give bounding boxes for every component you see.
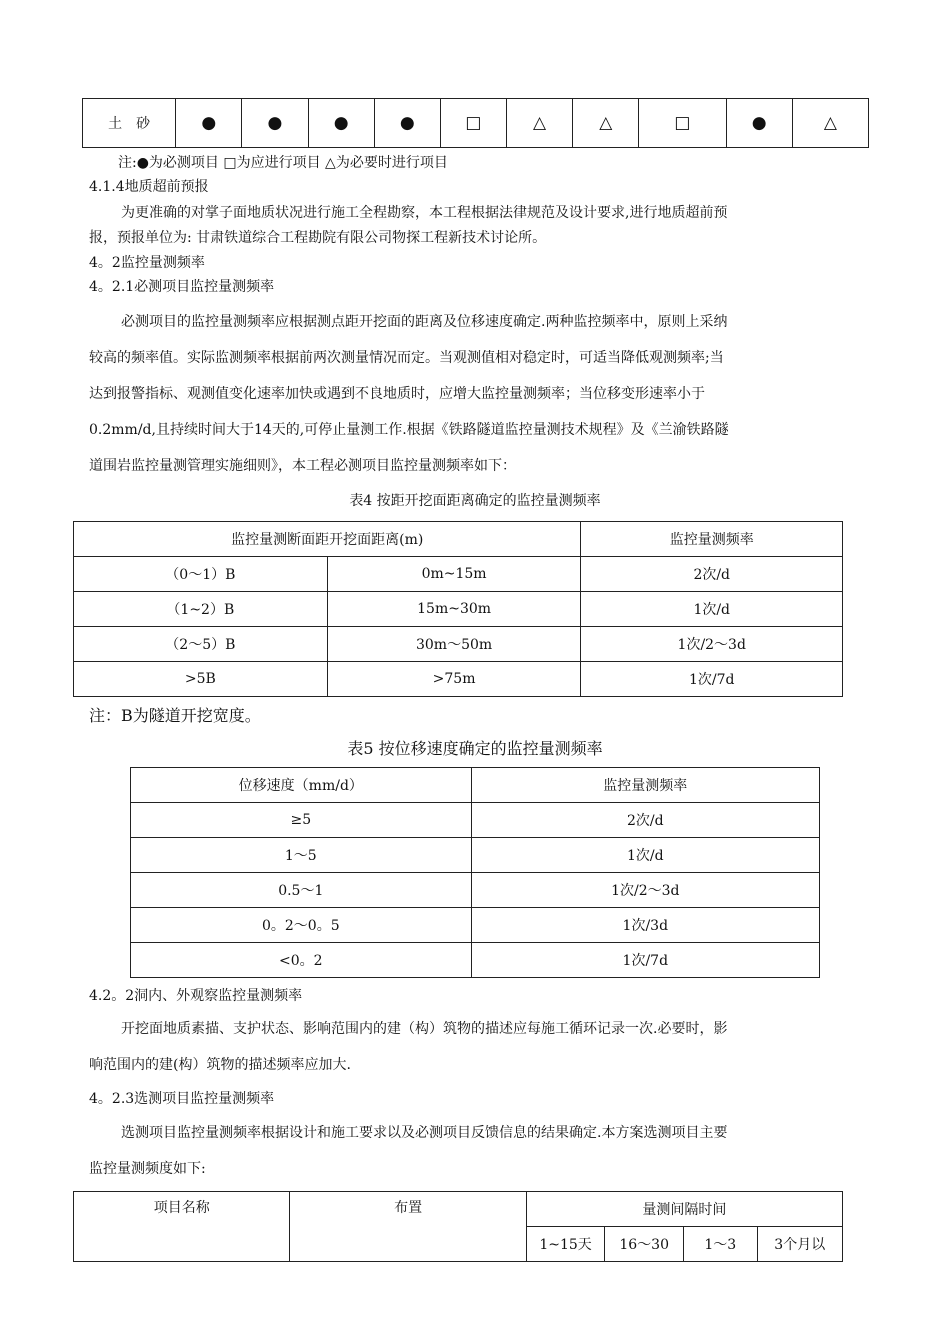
table-header: 监控量测断面距开挖面距离(m) [74, 522, 581, 557]
table-row [131, 908, 820, 943]
table-row [74, 627, 843, 662]
table4-caption: 表4 按距开挖面距离确定的监控量测频率 [349, 493, 601, 509]
table-cell: 1次/2～3d [581, 627, 843, 662]
table-cell-symbol: ● [176, 99, 242, 148]
table-cell-symbol: ● [308, 99, 374, 148]
table-header: 监控量测频率 [471, 768, 819, 803]
table-row [74, 662, 843, 697]
top-table [82, 98, 869, 148]
paragraph-line: 达到报警指标、观测值变化速率加快或遇到不良地质时，应增大监控量测频率；当位移变形速率小于 [89, 386, 705, 402]
table-header: 量测间隔时间 [526, 1192, 842, 1227]
paragraph-line: 监控量测频度如下: [89, 1161, 206, 1177]
table-cell: 1次/d [581, 592, 843, 627]
table-subheader: 1~15天 [526, 1227, 605, 1262]
table-cell: 2次/d [581, 557, 843, 592]
table-cell: 1次/7d [581, 662, 843, 697]
table-row [74, 557, 843, 592]
section-heading-4-2-1: 4。2.1必测项目监控量测频率 [89, 279, 275, 295]
table6 [73, 1191, 843, 1262]
section-heading-4-2-3: 4。2.3选测项目监控量测频率 [89, 1091, 275, 1107]
table-cell-symbol: △ [507, 99, 573, 148]
paragraph-line: 报，预报单位为: 甘肃铁道综合工程勘院有限公司物探工程新技术讨论所。 [89, 230, 547, 246]
table-cell: 1次/2～3d [471, 873, 819, 908]
table-row [74, 592, 843, 627]
table-row [131, 803, 820, 838]
table-cell: 0.5～1 [131, 873, 472, 908]
table-cell: >75m [327, 662, 581, 697]
table-header: 布置 [290, 1192, 526, 1262]
table-cell: 2次/d [471, 803, 819, 838]
table-cell-symbol: △ [792, 99, 868, 148]
table4 [73, 521, 843, 697]
table-cell: 1次/3d [471, 908, 819, 943]
table-cell-symbol: □ [440, 99, 506, 148]
table-row [131, 838, 820, 873]
table-cell-label: 土 砂 [83, 99, 176, 148]
table-cell: >5B [74, 662, 328, 697]
paragraph-line: 开挖面地质素描、支护状态、影响范围内的建（构）筑物的描述应每施工循环记录一次.必要时，影 [121, 1021, 728, 1037]
table-cell: 30m～50m [327, 627, 581, 662]
table-cell: 1～5 [131, 838, 472, 873]
table-cell: 0。2～0。5 [131, 908, 472, 943]
table-subheader: 16～30 [605, 1227, 684, 1262]
table5 [130, 767, 820, 978]
paragraph-line: 道围岩监控量测管理实施细则》，本工程必测项目监控量测频率如下： [89, 458, 516, 474]
paragraph-line: 0.2mm/d,且持续时间大于14天的,可停止量测工作.根据《铁路隧道监控量测技术规程》及《兰渝铁路隧 [89, 422, 729, 438]
table-cell: （0～1）B [74, 557, 328, 592]
section-heading-4-1-4: 4.1.4地质超前预报 [89, 179, 209, 195]
table-cell: <0。2 [131, 943, 472, 978]
table-cell-symbol: ● [726, 99, 792, 148]
table-cell: （2～5）B [74, 627, 328, 662]
paragraph-line: 较高的频率值。实际监测频率根据前两次测量情况而定。当观测值相对稳定时，可适当降低观测频率;当 [89, 350, 724, 366]
table4-note: 注：B为隧道开挖宽度。 [89, 706, 261, 725]
section-heading-4-2: 4。2监控量测频率 [89, 255, 205, 271]
table-row [131, 873, 820, 908]
legend-note: 注:●为必测项目 □为应进行项目 △为必要时进行项目 [118, 155, 448, 171]
table-cell-symbol: □ [639, 99, 726, 148]
paragraph-line: 为更准确的对掌子面地质状况进行施工全程勘察，本工程根据法律规范及设计要求,进行地质超前预 [121, 205, 728, 221]
table-cell: 15m~30m [327, 592, 581, 627]
table5-caption: 表5 按位移速度确定的监控量测频率 [347, 739, 603, 758]
table-cell: 1次/d [471, 838, 819, 873]
table-cell-symbol: △ [573, 99, 639, 148]
paragraph-line: 响范围内的建(构）筑物的描述频率应加大. [89, 1057, 351, 1073]
table-cell-symbol: ● [242, 99, 308, 148]
table-row [131, 943, 820, 978]
paragraph-line: 选测项目监控量测频率根据设计和施工要求以及必测项目反馈信息的结果确定.本方案选测项目主要 [121, 1125, 728, 1141]
table-header: 项目名称 [74, 1192, 290, 1262]
section-heading-4-2-2: 4.2。2洞内、外观察监控量测频率 [89, 988, 303, 1004]
table-header: 监控量测频率 [581, 522, 843, 557]
table-cell: （1~2）B [74, 592, 328, 627]
table-cell: 1次/7d [471, 943, 819, 978]
table-cell: 0m~15m [327, 557, 581, 592]
table-subheader: 3个月以 [757, 1227, 843, 1262]
table-cell: ≥5 [131, 803, 472, 838]
table-header: 位移速度（mm/d） [131, 768, 472, 803]
table-cell-symbol: ● [374, 99, 440, 148]
paragraph-line: 必测项目的监控量测频率应根据测点距开挖面的距离及位移速度确定.两种监控频率中，原则上采纳 [121, 314, 728, 330]
table-subheader: 1～3 [683, 1227, 757, 1262]
